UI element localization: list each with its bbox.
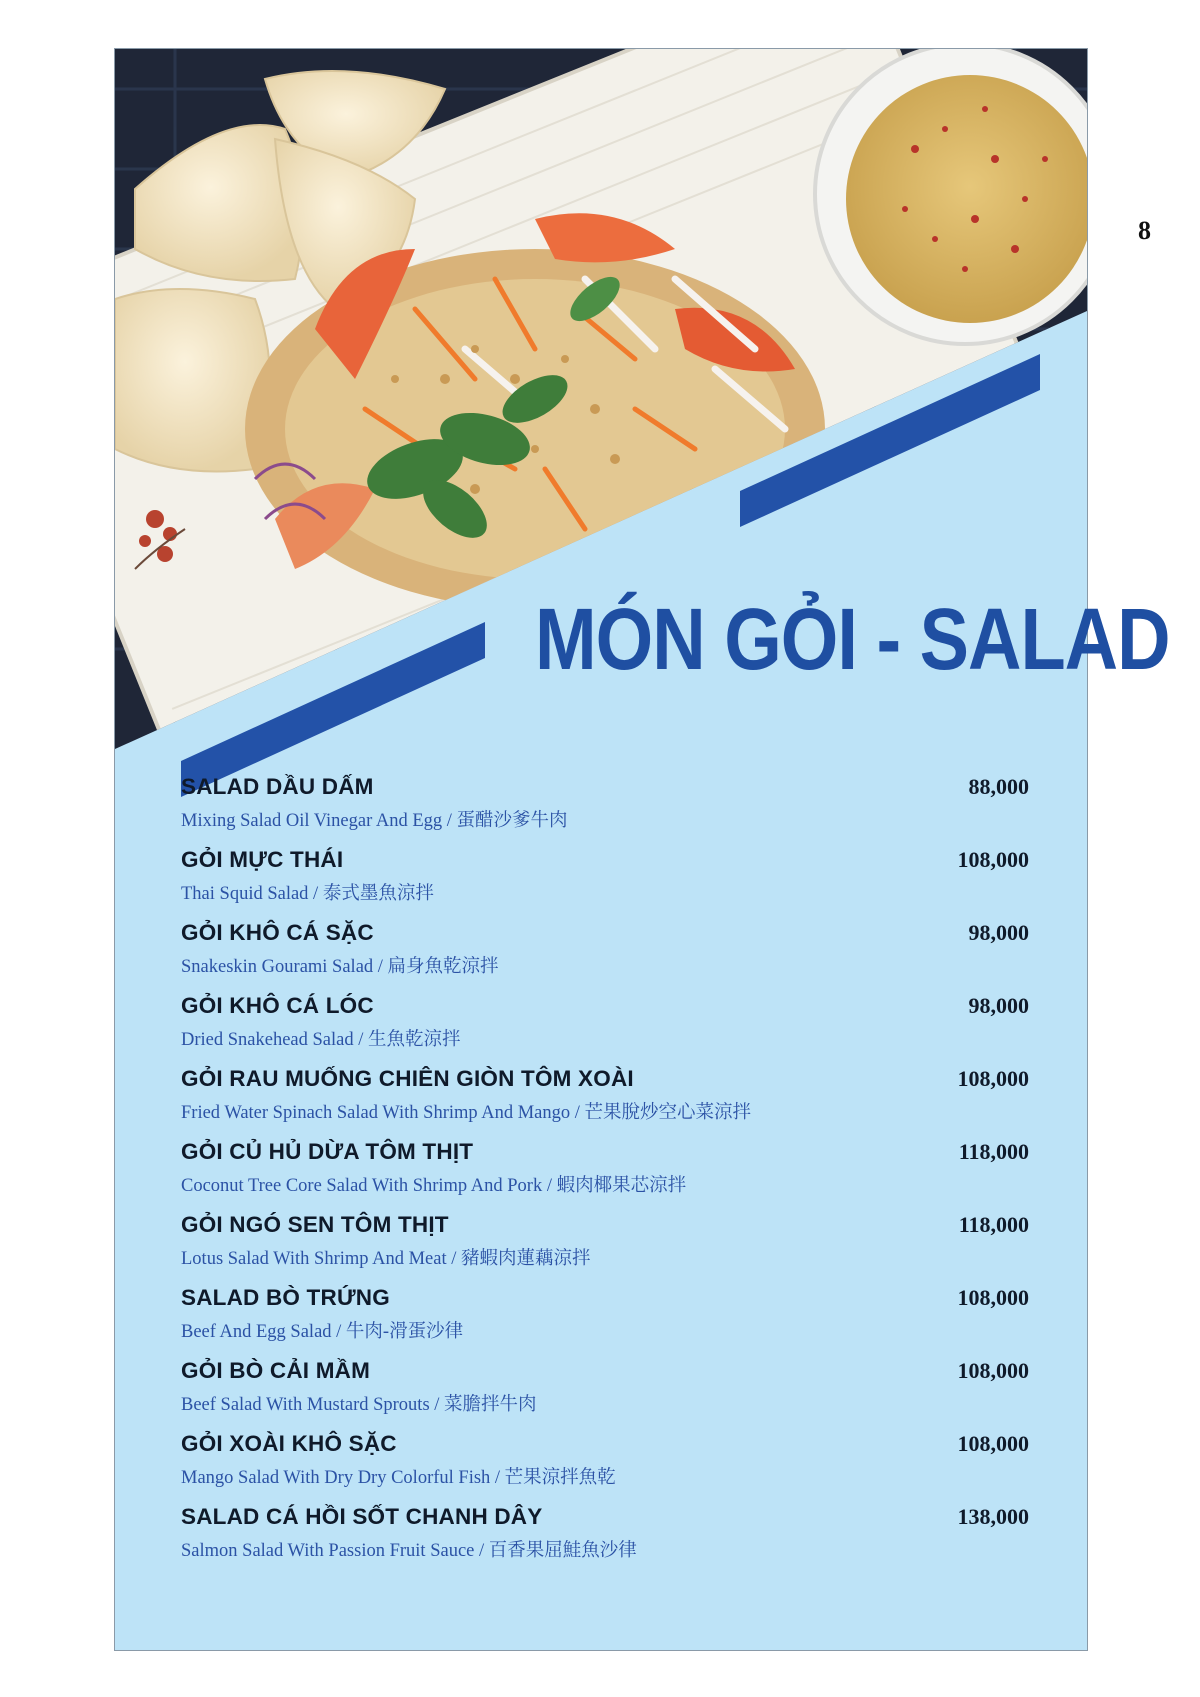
- menu-item-description: Coconut Tree Core Salad With Shrimp And Pork / 蝦肉椰果芯涼拌: [181, 1176, 687, 1196]
- menu-item-name: SALAD CÁ HỒI SỐT CHANH DÂY: [181, 1504, 543, 1529]
- menu-item-description: Fried Water Spinach Salad With Shrimp And Mango / 芒果脫炒空心菜涼拌: [181, 1103, 752, 1123]
- menu-item: [181, 1212, 1029, 1285]
- menu-item: [181, 1066, 1029, 1139]
- menu-item-description: Dried Snakehead Salad / 生魚乾涼拌: [181, 1030, 461, 1050]
- menu-item-description: Mango Salad With Dry Dry Colorful Fish / 芒果涼拌魚乾: [181, 1468, 616, 1488]
- menu-item: [181, 1285, 1029, 1358]
- menu-card: [114, 48, 1170, 1651]
- menu-item: [181, 1431, 1029, 1504]
- page-number: 8: [1138, 216, 1151, 245]
- menu-section-title: MÓN GỎI - SALAD: [535, 590, 1170, 689]
- menu-item: [181, 1504, 1029, 1577]
- menu-item-price: 98,000: [968, 993, 1029, 1018]
- menu-item-price: 88,000: [968, 774, 1029, 799]
- menu-item-description: Mixing Salad Oil Vinegar And Egg / 蛋醋沙爹牛肉: [181, 811, 568, 831]
- menu-item-name: GỎI KHÔ CÁ SẶC: [181, 920, 374, 945]
- menu-item-name: GỎI RAU MUỐNG CHIÊN GIÒN TÔM XOÀI: [181, 1066, 634, 1091]
- menu-item-price: 108,000: [957, 1431, 1029, 1456]
- menu-item-name: GỎI KHÔ CÁ LÓC: [181, 993, 374, 1018]
- menu-item: [181, 774, 1029, 847]
- menu-item-price: 98,000: [968, 920, 1029, 945]
- menu-item-name: SALAD BÒ TRỨNG: [181, 1285, 390, 1310]
- menu-item: [181, 847, 1029, 920]
- menu-item-name: GỎI XOÀI KHÔ SẶC: [181, 1431, 397, 1456]
- menu-item-price: 108,000: [957, 847, 1029, 872]
- menu-item-description: Salmon Salad With Passion Fruit Sauce / 百香果屈鮭魚沙律: [181, 1541, 637, 1561]
- menu-item-price: 108,000: [957, 1285, 1029, 1310]
- menu-item-description: Thai Squid Salad / 泰式墨魚涼拌: [181, 884, 434, 904]
- menu-item-name: GỎI MỰC THÁI: [181, 847, 344, 872]
- salad-menu-list: [181, 774, 1029, 1577]
- menu-item: [181, 920, 1029, 993]
- menu-item-price: 118,000: [958, 1139, 1029, 1164]
- menu-item: [181, 993, 1029, 1066]
- menu-item-price: 108,000: [957, 1066, 1029, 1091]
- menu-item-price: 118,000: [958, 1212, 1029, 1237]
- menu-item-name: SALAD DẦU DẤM: [181, 774, 374, 799]
- menu-item-name: GỎI BÒ CẢI MẦM: [181, 1358, 371, 1383]
- menu-item-price: 138,000: [957, 1504, 1029, 1529]
- menu-item: [181, 1139, 1029, 1212]
- menu-item-price: 108,000: [957, 1358, 1029, 1383]
- menu-item-description: Beef And Egg Salad / 牛肉-滑蛋沙律: [181, 1322, 464, 1342]
- menu-item-name: GỎI NGÓ SEN TÔM THỊT: [181, 1212, 449, 1237]
- menu-item-description: Beef Salad With Mustard Sprouts / 菜膽拌牛肉: [181, 1395, 537, 1415]
- menu-item-name: GỎI CỦ HỦ DỪA TÔM THỊT: [181, 1139, 474, 1164]
- menu-item-description: Snakeskin Gourami Salad / 扁身魚乾涼拌: [181, 957, 499, 977]
- menu-item-description: Lotus Salad With Shrimp And Meat / 豬蝦肉蓮藕涼拌: [181, 1249, 591, 1269]
- menu-item: [181, 1358, 1029, 1431]
